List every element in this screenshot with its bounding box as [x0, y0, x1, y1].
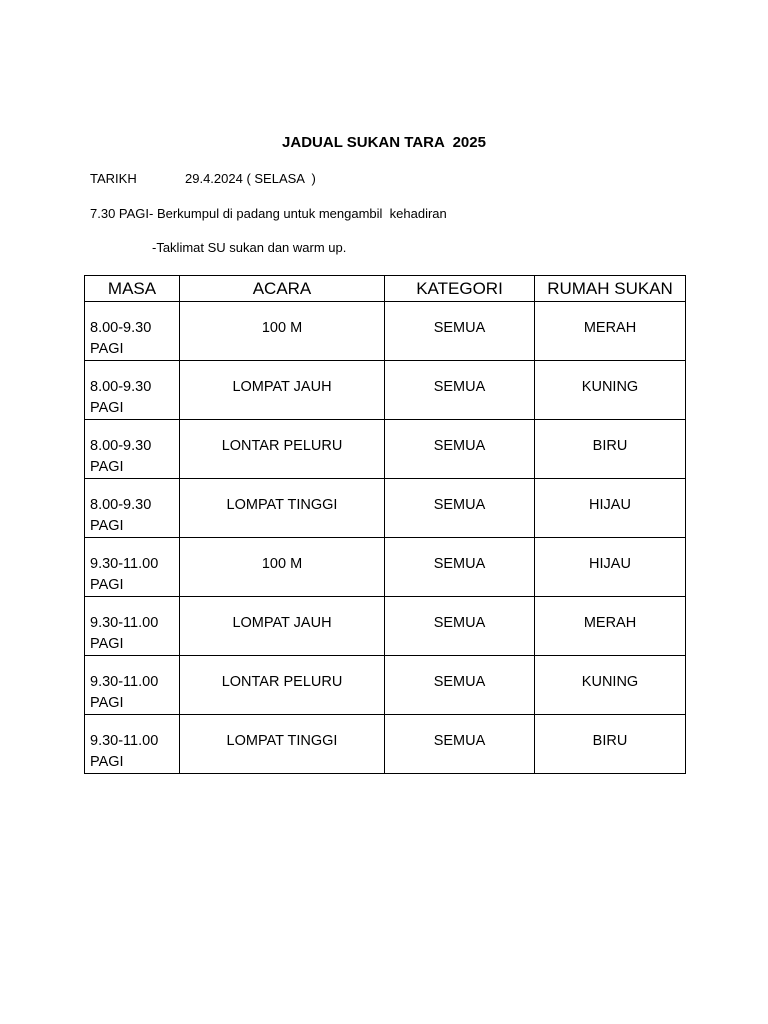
cell-acara: LOMPAT TINGGI — [180, 715, 385, 774]
cell-acara: 100 M — [180, 538, 385, 597]
header-rumah-sukan: RUMAH SUKAN — [535, 276, 686, 302]
cell-kategori: SEMUA — [385, 538, 535, 597]
cell-kategori: SEMUA — [385, 597, 535, 656]
assembly-note: 7.30 PAGI- Berkumpul di padang untuk mengambil kehadiran — [90, 206, 447, 221]
briefing-note: -Taklimat SU sukan dan warm up. — [152, 240, 347, 255]
table-header-row — [85, 276, 686, 302]
table-row — [85, 361, 686, 420]
table-row — [85, 597, 686, 656]
cell-rumah-sukan: KUNING — [535, 656, 686, 715]
schedule-table — [84, 275, 686, 774]
date-label: TARIKH — [90, 171, 137, 186]
cell-acara: LONTAR PELURU — [180, 420, 385, 479]
cell-acara: LOMPAT JAUH — [180, 597, 385, 656]
date-line — [90, 171, 316, 186]
cell-kategori: SEMUA — [385, 420, 535, 479]
cell-acara: 100 M — [180, 302, 385, 361]
document-title: JADUAL SUKAN TARA 2025 — [282, 134, 486, 151]
cell-rumah-sukan: BIRU — [535, 715, 686, 774]
cell-masa: 9.30-11.00 PAGI — [85, 597, 180, 656]
cell-kategori: SEMUA — [385, 302, 535, 361]
cell-rumah-sukan: MERAH — [535, 302, 686, 361]
cell-masa: 8.00-9.30 PAGI — [85, 479, 180, 538]
cell-kategori: SEMUA — [385, 479, 535, 538]
cell-masa: 8.00-9.30 PAGI — [85, 302, 180, 361]
cell-rumah-sukan: HIJAU — [535, 538, 686, 597]
cell-acara: LONTAR PELURU — [180, 656, 385, 715]
cell-masa: 8.00-9.30 PAGI — [85, 420, 180, 479]
cell-acara: LOMPAT TINGGI — [180, 479, 385, 538]
table-row — [85, 302, 686, 361]
cell-acara: LOMPAT JAUH — [180, 361, 385, 420]
header-acara: ACARA — [180, 276, 385, 302]
cell-masa: 8.00-9.30 PAGI — [85, 361, 180, 420]
cell-masa: 9.30-11.00 PAGI — [85, 715, 180, 774]
cell-kategori: SEMUA — [385, 656, 535, 715]
date-value: 29.4.2024 ( SELASA ) — [185, 171, 316, 186]
cell-kategori: SEMUA — [385, 361, 535, 420]
table-row — [85, 715, 686, 774]
header-masa: MASA — [85, 276, 180, 302]
table-row — [85, 420, 686, 479]
cell-rumah-sukan: KUNING — [535, 361, 686, 420]
cell-rumah-sukan: BIRU — [535, 420, 686, 479]
table-row — [85, 656, 686, 715]
table-row — [85, 479, 686, 538]
header-kategori: KATEGORI — [385, 276, 535, 302]
table-row — [85, 538, 686, 597]
cell-rumah-sukan: MERAH — [535, 597, 686, 656]
cell-rumah-sukan: HIJAU — [535, 479, 686, 538]
cell-kategori: SEMUA — [385, 715, 535, 774]
cell-masa: 9.30-11.00 PAGI — [85, 656, 180, 715]
cell-masa: 9.30-11.00 PAGI — [85, 538, 180, 597]
